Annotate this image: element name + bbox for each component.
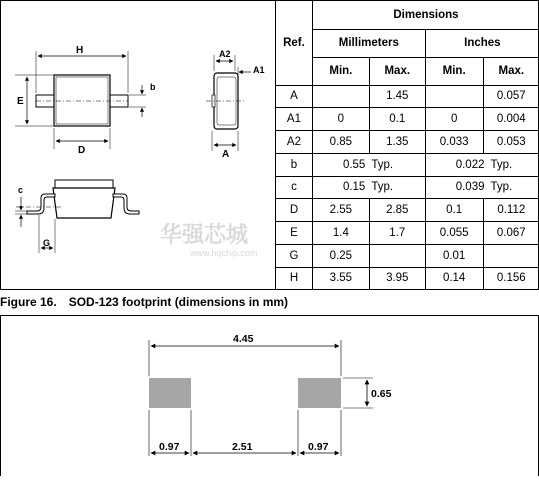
right-pad [298,378,341,408]
top-view-drawing [15,45,156,156]
in-max-cell: 0.156 [483,267,539,289]
ref-cell: G [276,244,313,267]
in-max-cell: 0.067 [483,222,539,245]
dim-label-b: b [150,82,156,92]
table-header-in-max: Max. [483,57,539,85]
ref-cell: A [276,85,313,108]
ref-cell: c [276,176,313,199]
in-typ-value: 0.039 [456,181,485,193]
table-header-millimeters: Millimeters [312,29,425,57]
in-max-cell [483,244,539,267]
dimensions-table [275,1,539,289]
table-header-inches: Inches [425,29,539,57]
in-max-cell: 0.112 [483,199,539,222]
mm-typ-cell [312,153,425,176]
ref-cell: A1 [276,108,313,131]
in-max-cell: 0.053 [483,131,539,154]
dim-label-c: c [18,185,23,195]
table-header-mm-min: Min. [312,57,369,85]
footprint-pad-left-label: 0.97 [159,441,180,453]
in-min-cell: 0 [425,108,483,131]
mm-min-cell: 2.55 [312,199,369,222]
table-header-mm-max: Max. [369,57,425,85]
footprint-gap-label: 2.51 [232,441,253,453]
profile-view-drawing [15,180,139,253]
typ-label: Typ. [371,181,393,193]
mm-typ-cell [312,176,425,199]
figure-number: Figure 16. [0,295,57,309]
typ-label: Typ. [490,181,512,193]
mm-min-cell: 3.55 [312,267,369,289]
mm-max-cell: 1.7 [369,222,425,245]
in-typ-cell [425,153,539,176]
in-min-cell: 0.033 [425,131,483,154]
in-min-cell: 0.01 [425,244,483,267]
table-row [276,244,539,267]
in-min-cell: 0.1 [425,199,483,222]
table-row [276,153,539,176]
typ-label: Typ. [490,159,512,171]
footprint-frame [0,315,539,476]
mm-max-cell: 2.85 [369,199,425,222]
mm-min-cell: 1.4 [312,222,369,245]
table-row [276,85,539,108]
mm-min-cell: 0.85 [312,131,369,154]
in-min-cell: 0.14 [425,267,483,289]
side-view-drawing [206,49,265,160]
footprint-overall-label: 4.45 [233,333,254,345]
top-view-body [54,75,110,126]
table-header-in-min: Min. [425,57,483,85]
dim-label-D: D [78,145,85,156]
typ-label: Typ. [371,159,393,171]
dim-label-A1: A1 [253,65,265,75]
table-row [276,199,539,222]
dim-label-H: H [76,45,83,56]
footprint-drawing [1,316,538,476]
in-max-cell: 0.057 [483,85,539,108]
table-header-dimensions: Dimensions [312,1,539,29]
table-row [276,267,539,289]
profile-right-lead [113,194,139,214]
table-row [276,176,539,199]
profile-left-lead [27,194,55,214]
in-min-cell: 0.055 [425,222,483,245]
ref-cell: A2 [276,131,313,154]
footprint-pad-height-label: 0.65 [371,388,392,400]
table-row [276,131,539,154]
watermark-url: www.hqchip.com [189,248,258,258]
mm-max-cell [369,244,425,267]
watermark-cn: 华强芯城 [160,222,248,247]
dim-label-A: A [222,149,229,160]
table-row [276,222,539,245]
mm-min-cell [312,85,369,108]
in-typ-cell [425,176,539,199]
package-drawings [1,1,275,289]
ref-cell: b [276,153,313,176]
footprint-pad-right-label: 0.97 [308,441,329,453]
package-drawing-area [1,1,276,289]
ref-cell: D [276,199,313,222]
left-pad [149,378,191,408]
mm-max-cell: 3.95 [369,267,425,289]
figure-title: SOD-123 footprint (dimensions in mm) [69,295,288,309]
figure-caption [0,295,288,309]
table-header-ref: Ref. [276,1,313,85]
dim-label-G: G [43,238,50,248]
profile-body [53,188,115,218]
in-typ-value: 0.022 [456,159,485,171]
dim-label-A2: A2 [219,49,231,59]
in-max-cell: 0.004 [483,108,539,131]
mm-max-cell: 0.1 [369,108,425,131]
dim-label-E: E [17,96,24,107]
mm-max-cell: 1.45 [369,85,425,108]
ref-cell: H [276,267,313,289]
in-min-cell [425,85,483,108]
mm-min-cell: 0 [312,108,369,131]
mm-typ-value: 0.15 [343,181,365,193]
mm-typ-value: 0.55 [343,159,365,171]
mm-max-cell: 1.35 [369,131,425,154]
ref-cell: E [276,222,313,245]
mm-min-cell: 0.25 [312,244,369,267]
table-row [276,108,539,131]
